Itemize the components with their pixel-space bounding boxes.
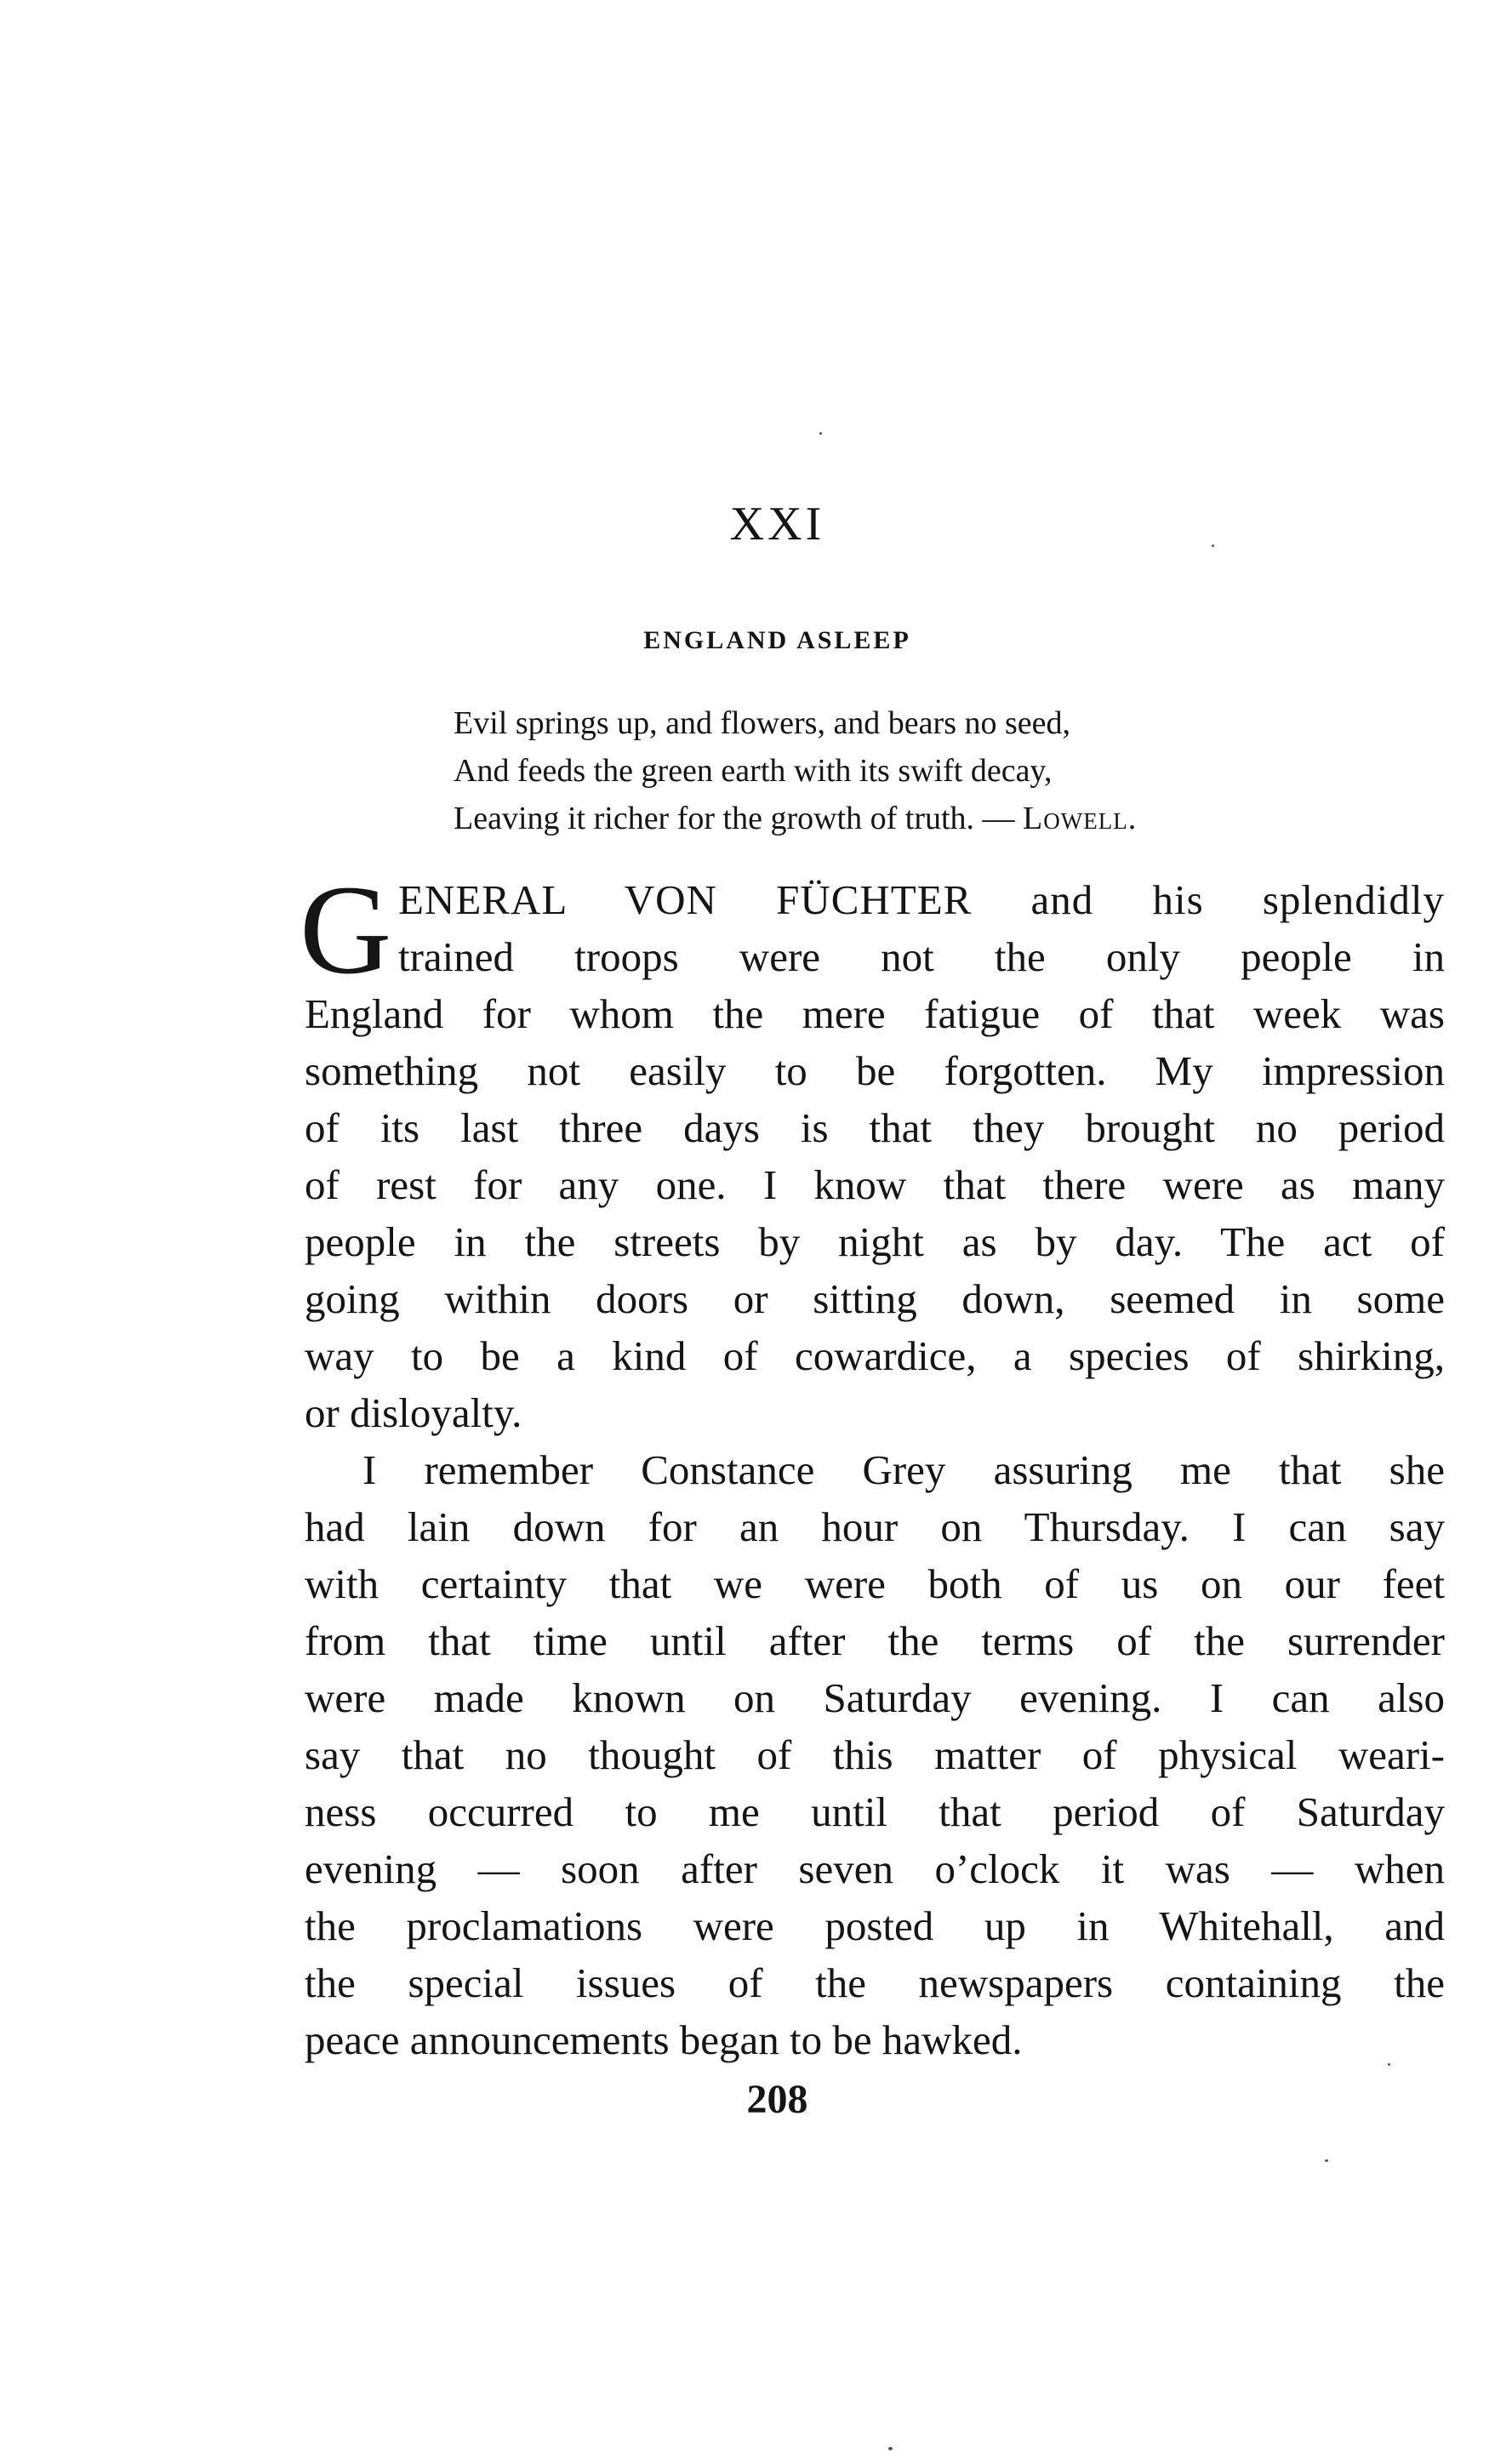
text-line: going within doors or sitting down, seemed in some [305, 1275, 1445, 1322]
epigraph-line-text: Leaving it richer for the growth of truth. — [454, 801, 1015, 836]
text-line: England for whom the mere fatigue of that week was [305, 990, 1445, 1037]
paragraph-2 [305, 1441, 1445, 2068]
text-line: people in the streets by night as by day. The act of [305, 1218, 1445, 1265]
text-line: I remember Constance Grey assuring me that she [362, 1446, 1445, 1493]
text-line: the proclamations were posted up in Whitehall, and [305, 1902, 1445, 1949]
drop-cap: G [300, 859, 392, 1001]
drop-cap-block [300, 859, 1445, 1001]
text-line: ness occurred to me until that period of Saturday [305, 1788, 1445, 1835]
scan-speck [888, 2447, 893, 2450]
epigraph-author: Lowell. [1023, 801, 1138, 836]
chapter-number: XXI [729, 498, 825, 550]
chapter-title: ENGLAND ASLEEP [643, 626, 911, 654]
text-line: peace announcements began to be hawked. [305, 2016, 1023, 2063]
text-line: were made known on Saturday evening. I can also [305, 1674, 1445, 1721]
text-line: of rest for any one. I know that there were as many [305, 1161, 1445, 1208]
text-line: ENERAL VON FÜCHTER and his splendidly [398, 876, 1445, 923]
text-line: the special issues of the newspapers containing the [305, 1959, 1445, 2006]
text-line: from that time until after the terms of the surrender [305, 1617, 1445, 1664]
epigraph-line: Evil springs up, and flowers, and bears no seed, [454, 705, 1071, 741]
text-line: trained troops were not the only people in [398, 933, 1445, 980]
scan-speck [1212, 545, 1214, 547]
text-line: of its last three days is that they brought no period [305, 1104, 1445, 1151]
body-text [300, 859, 1445, 2068]
page-number: 208 [746, 2077, 808, 2122]
text-line: or disloyalty. [305, 1389, 522, 1436]
text-line: evening — soon after seven o’clock it was — when [305, 1845, 1445, 1892]
epigraph-line: And feeds the green earth with its swift decay, [454, 753, 1053, 789]
scan-speck [1388, 2063, 1390, 2066]
text-line: something not easily to be forgotten. My impression [305, 1047, 1445, 1094]
text-line: had lain down for an hour on Thursday. I can say [305, 1503, 1445, 1550]
epigraph-line-last [454, 795, 1406, 842]
text-line: say that no thought of this matter of physical weari- [305, 1731, 1445, 1778]
scan-speck [819, 432, 822, 435]
epigraph [454, 699, 1406, 842]
paragraph-1 [300, 859, 1445, 1441]
text-line: way to be a kind of cowardice, a species of shirking, [305, 1332, 1445, 1379]
text-line: with certainty that we were both of us on our feet [305, 1560, 1445, 1607]
scan-speck [1325, 2159, 1328, 2162]
